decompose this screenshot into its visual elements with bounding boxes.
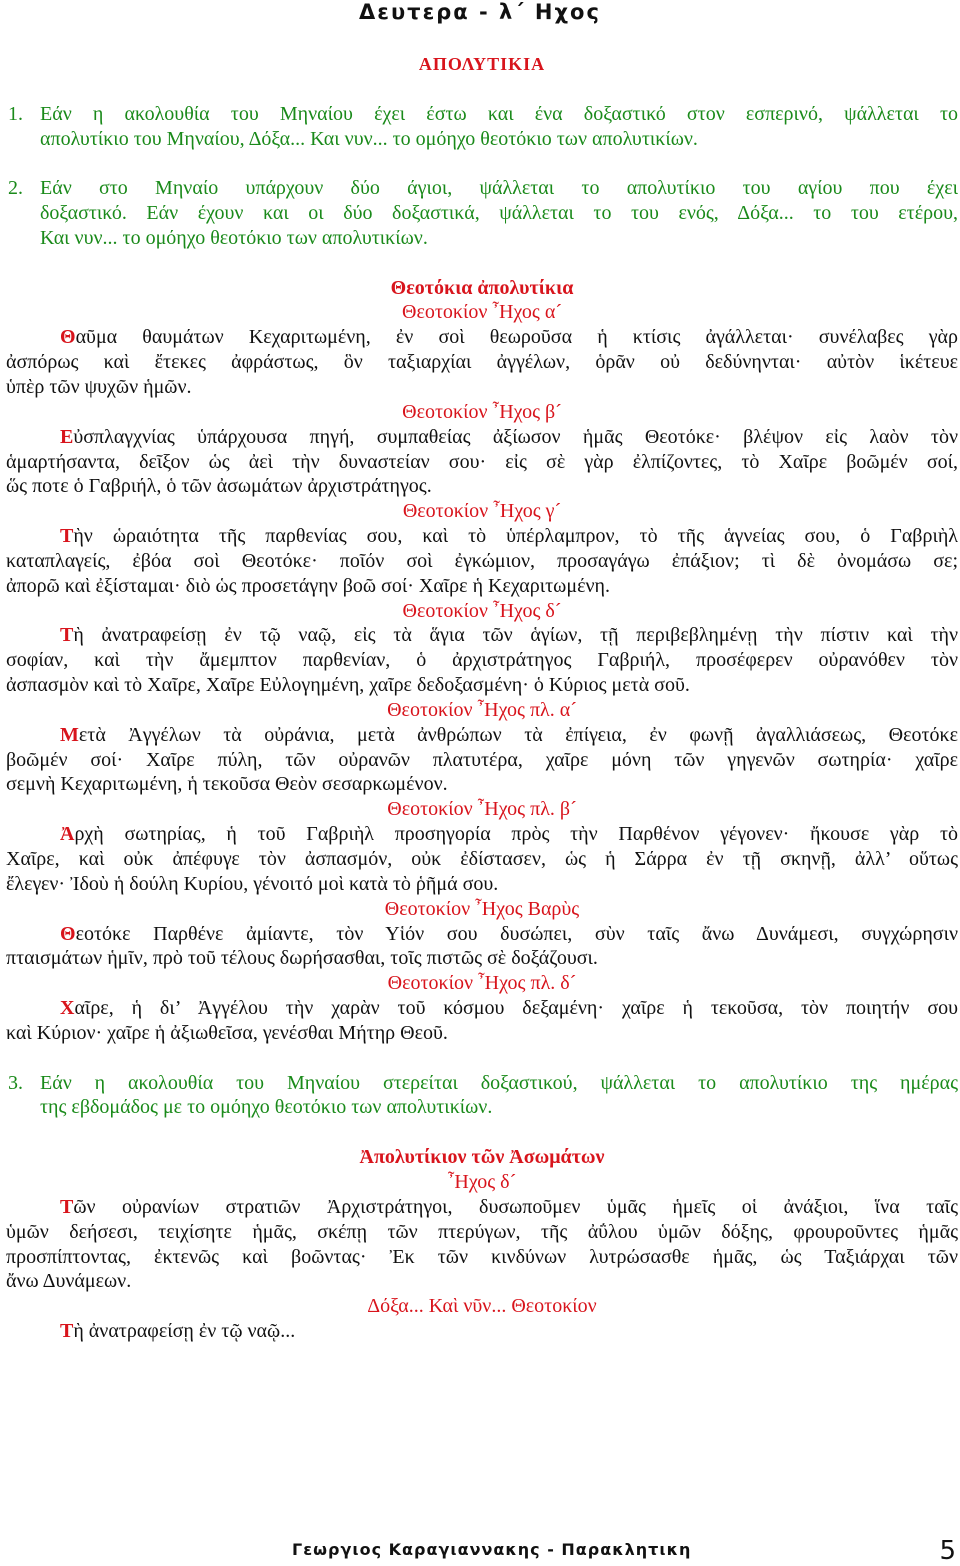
hymn-line-text: ἁμαρτήσαντα, δεῖξον ὡς ἀεὶ τὴν δυναστείαν σου· εἰς σὲ γὰρ ἐλπίζοντες, τὸ Χαῖρε βοῶμέν σοί, xyxy=(6,450,958,473)
hymn-subtitle: Θεοτοκίον ῏Ηχος γ´ xyxy=(402,500,562,523)
hymn-text xyxy=(6,723,958,798)
hymn-line xyxy=(6,325,958,350)
hymn-line-text: ὑπὲρ τῶν ψυχῶν ἡμῶν. xyxy=(6,375,192,398)
hymn-line-text: ὑμῶν δεήσεσι, τειχίσητε ἡμᾶς, σκέπῃ τῶν πτερύγων, τῆς ἀΰλου ὑμῶν δόξης, φρουροῦντες ἡμᾶς xyxy=(6,1220,958,1243)
instruction-line: απολυτίκιο του Μηναίου, Δόξα... Και νυν... το ομόηχο θεοτόκιο των απολυτικίων. xyxy=(40,127,698,150)
hymn-line xyxy=(6,723,958,748)
hymn-line xyxy=(6,673,958,698)
hymn-subtitle: Θεοτοκίον ῏Ηχος πλ. β´ xyxy=(387,798,577,821)
hymn-line-text: εοτόκε Παρθένε ἀμίαντε, τὸν Υἱόν σου δυσώπει, σὺν ταῖς ἄνω Δυνάμεσι, συγχώρησιν xyxy=(75,922,958,945)
drop-cap-initial: Μ xyxy=(60,723,79,746)
hymn-line xyxy=(6,574,958,599)
hymn-text xyxy=(6,325,958,400)
drop-cap-initial: Τ xyxy=(60,1320,74,1343)
hymn-line xyxy=(6,350,958,375)
hymn-line xyxy=(6,822,958,847)
asomaton-title: Ἀπολυτίκιον τῶν Ἀσωμάτων xyxy=(359,1146,605,1169)
hymn-line xyxy=(6,1269,958,1294)
page-header: Δευτερα - λ΄ Ηχος xyxy=(359,0,601,24)
asomaton-subtitle: ῏Ηχος δ´ xyxy=(447,1170,517,1193)
instruction-line: Και νυν... το ομόηχο θεοτόκιο των απολυτικίων. xyxy=(40,226,428,249)
drop-cap-initial: Τ xyxy=(60,624,74,647)
blank-line xyxy=(6,1046,958,1071)
drop-cap-initial: Θ xyxy=(60,326,76,349)
hymn-line-text: αῖρε, ἡ δι’ Ἀγγέλου τὴν χαρὰν τοῦ κόσμου δεξαμένη· χαῖρε ἡ τεκοῦσα, τὸν ποιητήν σου xyxy=(74,997,958,1020)
hymn-subtitle: Θεοτοκίον ῏Ηχος β´ xyxy=(402,400,562,423)
hymn-line-text: ὴν ὡραιότητα τῆς παρθενίας σου, καὶ τὸ ὑπέρλαμπρον, τὸ τῆς ἁγνείας σου, ὁ Γαβριὴλ xyxy=(73,525,958,548)
hymn-line xyxy=(6,524,958,549)
hymn-line-text: ῶν οὐρανίων στρατιῶν Ἀρχιστράτηγοι, δυσωποῦμεν ὑμᾶς ἡμεῖς οἱ ἀνάξιοι, ἵνα ταῖς xyxy=(73,1195,958,1218)
hymn-line xyxy=(6,922,958,947)
page-number: 5 xyxy=(939,1536,956,1566)
hymn-line xyxy=(6,1245,958,1270)
numbered-instruction xyxy=(6,1071,958,1121)
hymn-line xyxy=(6,872,958,897)
hymn-line xyxy=(6,1021,958,1046)
hymn-line-text: ὴ ἀνατραφείσῃ ἐν τῷ ναῷ, εἰς τὰ ἅγια τῶν ἁγίων, τῇ περιβεβλημένῃ τὴν πίστιν καὶ τὴν xyxy=(73,624,958,647)
hymn-line xyxy=(6,748,958,773)
hymn-line xyxy=(6,772,958,797)
numbered-instruction xyxy=(6,102,958,152)
hymn-line xyxy=(6,425,958,450)
hymn-line-text: Χαῖρε, καὶ οὐκ ἀπέφυγε τὸν ἀσπασμόν, οὐκ ἐδίστασεν, ὡς ἡ Σάρρα ἐν τῇ σκηνῇ, ἀλλ’ οὕτως xyxy=(6,848,958,870)
drop-cap-initial: Τ xyxy=(60,525,74,548)
hymn-line xyxy=(6,474,958,499)
hymn-line xyxy=(6,1319,958,1344)
instruction-line: Εάν στο Μηναίο υπάρχουν δύο άγιοι, ψάλλεται το απολυτίκιο του αγίου που έχει xyxy=(40,177,958,200)
instruction-line: Εάν η ακολουθία του Μηναίου στερείται δοξαστικού, ψάλλεται το απολυτίκιο της ημέρας xyxy=(40,1071,958,1094)
hymn-line xyxy=(6,648,958,673)
drop-cap-initial: Ε xyxy=(60,425,74,448)
instruction-line: δοξαστικό. Εάν έχουν και οι δύο δοξαστικά, ψάλλεται το του ενός, Δόξα... το του ετέρου, xyxy=(40,202,958,225)
drop-cap-initial: Θ xyxy=(60,922,76,945)
hymn-line xyxy=(6,946,958,971)
numbered-instruction xyxy=(6,176,958,251)
document-body xyxy=(6,52,958,1344)
hymn-line xyxy=(6,549,958,574)
hymn-subtitle: Θεοτοκίον ῏Ηχος Βαρὺς xyxy=(384,897,580,920)
section-title: ΑΠΟΛΥΤΙΚΙΑ xyxy=(418,54,546,74)
hymn-line xyxy=(6,996,958,1021)
item-number: 2. xyxy=(8,177,23,200)
hymn-text xyxy=(6,524,958,599)
hymn-line-text: καταπλαγείς, ἐβόα σοὶ Θεοτόκε· ποῖόν σοὶ ἐγκώμιον, προσαγάγω ἐπάξιον; τὶ δὲ ὀνομάσω σε; xyxy=(6,549,958,572)
hymn-line-text: προσπίπτοντας, ἐκτενῶς καὶ βοῶντας· Ἐκ τῶν κινδύνων λυτρώσασθε ἡμᾶς, ὡς Ταξιάρχαι τῶν xyxy=(6,1245,958,1268)
hymn-subtitle: Θεοτοκίον ῏Ηχος πλ. α´ xyxy=(387,698,577,721)
item-number: 3. xyxy=(8,1071,23,1094)
hymn-line-text: ὴ ἀνατραφείσῃ ἐν τῷ ναῷ... xyxy=(73,1320,296,1343)
hymn-text xyxy=(6,623,958,698)
hymn-line xyxy=(6,450,958,475)
hymn-text xyxy=(6,922,958,972)
hymn-line-text: ἀπορῶ καὶ ἐξίσταμαι· διὸ ὡς προσετάγην βοῶ σοί· Χαῖρε ἡ Κεχαριτωμένη. xyxy=(6,574,610,597)
hymn-line-text: σεμνὴ Κεχαριτωμένη, ἡ τεκοῦσα Θεὸν σεσαρκωμένον. xyxy=(6,773,448,796)
doxa-heading: Δόξα... Καὶ νῦν... Θεοτοκίον xyxy=(367,1295,597,1318)
theotokia-title: Θεοτόκια ἀπολυτίκια xyxy=(390,276,574,299)
hymn-text xyxy=(6,1195,958,1294)
hymn-line-text: ρχὴ σωτηρίας, ἡ τοῦ Γαβριὴλ προσηγορία πρὸς τὴν Παρθένον γέγονεν· ἤκουσε γὰρ τὸ xyxy=(74,823,958,846)
drop-cap-initial: Τ xyxy=(60,1195,74,1218)
drop-cap-initial: Χ xyxy=(60,997,75,1020)
hymn-line-text: καὶ Κύριον· χαῖρε ἡ ἀξιωθεῖσα, γενέσθαι Μήτηρ Θεοῦ. xyxy=(6,1021,448,1044)
item-number: 1. xyxy=(8,102,23,125)
hymn-line xyxy=(6,1195,958,1220)
hymn-line-text: αῦμα θαυμάτων Κεχαριτωμένη, ἐν σοὶ θεωροῦσα ἡ κτίσις ἀγάλλεται· συνέλαβες γὰρ xyxy=(75,326,958,349)
blank-line xyxy=(6,1120,958,1145)
hymn-line-text: ἀσπασμὸν καὶ τὸ Χαῖρε, Χαῖρε Εὐλογημένη, χαῖρε δεδοξασμένη· ὁ Κύριος μετὰ σοῦ. xyxy=(6,674,690,697)
instruction-line: της εβδομάδος με το ομόηχο θεοτόκιο των απολυτικίων. xyxy=(40,1096,493,1119)
blank-line xyxy=(6,77,958,102)
drop-cap-initial: Ἀ xyxy=(60,823,75,846)
hymn-line xyxy=(6,1220,958,1245)
hymn-line-text: πταισμάτων ἡμῖν, πρὸ τοῦ τέλους δωρήσασθαι, τοῖς πιστῶς σὲ δοξάζουσι. xyxy=(6,947,598,970)
hymn-line-text: σοφίαν, καὶ τὴν ἄμεμπτον παρθενίαν, ὁ ἀρχιστράτηγος Γαβριήλ, προσέφερεν οὐρανόθεν τὸν xyxy=(6,649,958,672)
hymn-text xyxy=(6,996,958,1046)
hymn-line-text: ὥς ποτε ὁ Γαβριήλ, ὁ τῶν ἀσωμάτων ἀρχιστράτηγος. xyxy=(6,475,432,498)
hymn-line xyxy=(6,847,958,872)
blank-line xyxy=(6,251,958,276)
hymn-line xyxy=(6,375,958,400)
page-footer: Γεωργιος Καραγιαννακης - Παρακλητικη xyxy=(292,1540,692,1559)
hymn-text xyxy=(6,1319,958,1344)
hymn-line-text: ἄνω Δυνάμεων. xyxy=(6,1270,132,1293)
blank-line xyxy=(6,151,958,176)
instruction-line: Εάν η ακολουθία του Μηναίου έχει έστω και ένα δοξαστικό στον εσπερινό, ψάλλεται το xyxy=(40,102,958,125)
hymn-line-text: ἔλεγεν· Ἰδοὺ ἡ δούλη Κυρίου, γένοιτό μοὶ κατὰ τὸ ῥῆμά σου. xyxy=(6,872,499,895)
hymn-subtitle: Θεοτοκίον ῏Ηχος δ´ xyxy=(402,599,562,622)
hymn-text xyxy=(6,425,958,500)
hymn-line-text: ὐσπλαγχνίας ὑπάρχουσα πηγή, συμπαθείας ἀξίωσον ἡμᾶς Θεοτόκε· βλέψον εἰς λαὸν τὸν xyxy=(73,425,958,448)
hymn-line-text: ετὰ Ἀγγέλων τὰ οὐράνια, μετὰ ἀνθρώπων τὰ ἐπίγεια, ἐν φωνῇ ἀγαλλιάσεως, Θεοτόκε xyxy=(78,723,958,746)
hymn-line-text: ἀσπόρως καὶ ἔτεκες ἀφράστως, ὃν ταξιαρχίαι ἀγγέλων, ὁρᾶν οὐ δεδύνηνται· αὐτὸν ἱκέτευε xyxy=(6,351,958,374)
hymn-text xyxy=(6,822,958,897)
hymn-subtitle: Θεοτοκίον ῏Ηχος α´ xyxy=(402,301,562,324)
hymn-line xyxy=(6,623,958,648)
hymn-subtitle: Θεοτοκίον ῏Ηχος πλ. δ´ xyxy=(387,972,577,995)
hymn-line-text: βοῶμέν σοί· Χαῖρε πύλη, τῶν οὐρανῶν πλατυτέρα, χαῖρε μόνη τῶν γηγενῶν σωτηρία· χαῖρε xyxy=(6,748,958,771)
